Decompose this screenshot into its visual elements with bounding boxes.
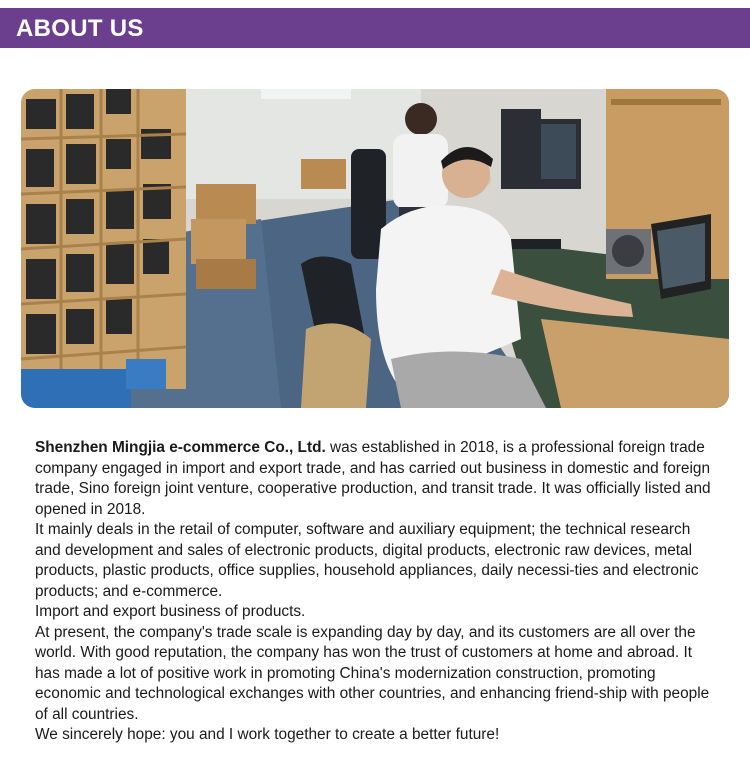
business-scope-paragraph: It mainly deals in the retail of computer, software and auxiliary equipment; the technical research and development and sales of electronic products, digital products, electronic raw devices, metal products, plastic products, office supplies, household appliances, daily necessi-ties and electronic products; and e-commerce. xyxy=(35,521,699,600)
intro-text: was established in 2018, is a professional foreign trade company engaged in import and export trade, and has carried out business in domestic and foreign trade, Sino foreign joint venture, cooperative production, and transit trade. It was officially listed and opened in 2018. xyxy=(35,439,711,518)
reputation-paragraph: At present, the company's trade scale is expanding day by day, and its customers are all over the world. With good reputation, the company has won the trust of customers at home and abroad. It has made a lot of positive work in promoting China's modernization construction, promoting economic and technological exchanges with other countries, and enhancing friend-ship with people of all countries. xyxy=(35,623,710,723)
office-photo xyxy=(21,89,729,408)
intro-paragraph xyxy=(35,438,720,520)
import-export-paragraph: Import and export business of products. xyxy=(35,603,306,620)
office-photo-illustration xyxy=(21,89,729,408)
about-us-header xyxy=(0,8,750,48)
company-name: Shenzhen Mingjia e-commerce Co., Ltd. xyxy=(35,439,326,456)
closing-paragraph: We sincerely hope: you and I work together to create a better future! xyxy=(35,726,500,743)
page-title: ABOUT US xyxy=(16,15,144,42)
company-description xyxy=(35,438,720,746)
